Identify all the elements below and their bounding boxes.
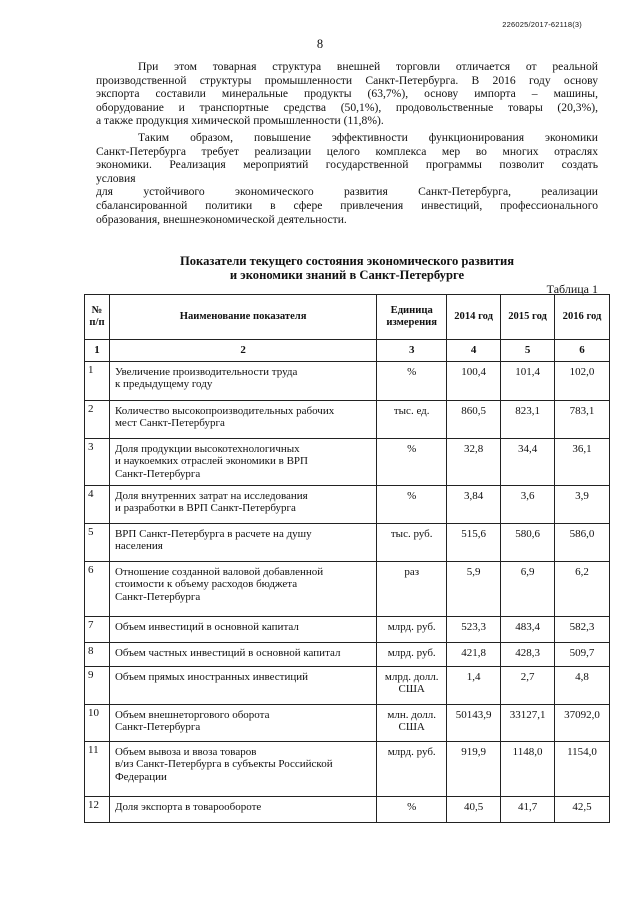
- paragraph-line: для устойчивого экономического развития Санкт-Петербурга, реализации: [96, 185, 598, 199]
- value-2016: 42,5: [555, 797, 610, 823]
- table-row: [85, 362, 610, 401]
- row-number: 3: [85, 439, 110, 486]
- table-row: [85, 617, 610, 643]
- value-2015: 41,7: [501, 797, 555, 823]
- unit-of-measure: млн. долл. США: [377, 705, 447, 742]
- table-row: [85, 742, 610, 797]
- unit-of-measure: млрд. руб.: [377, 617, 447, 643]
- value-2014: 50143,9: [447, 705, 501, 742]
- table-title-line-1: Показатели текущего состояния экономического развития: [179, 254, 515, 268]
- row-number: 10: [85, 705, 110, 742]
- unit-of-measure: %: [377, 797, 447, 823]
- paragraph-line: условия: [96, 171, 136, 185]
- value-2015: 6,9: [501, 562, 555, 617]
- index-cell: 3: [377, 340, 447, 362]
- row-number: 6: [85, 562, 110, 617]
- indicator-name: Объем частных инвестиций в основной капитал: [109, 643, 376, 667]
- paragraph-line: Санкт-Петербурга требует реализации целого комплекса мер во многих отраслях: [96, 144, 598, 158]
- value-2014: 919,9: [447, 742, 501, 797]
- value-2015: 1148,0: [501, 742, 555, 797]
- value-2015: 483,4: [501, 617, 555, 643]
- paragraph-line: производственной структуры промышленности Санкт-Петербурга. В 2016 году основу: [96, 73, 598, 87]
- paragraph-line: а также продукция химической промышленности (11,8%).: [96, 114, 384, 128]
- table-row: [85, 401, 610, 439]
- value-2014: 40,5: [447, 797, 501, 823]
- unit-of-measure: раз: [377, 562, 447, 617]
- value-2014: 1,4: [447, 667, 501, 705]
- table-row: [85, 667, 610, 705]
- table-index-row: [85, 340, 610, 362]
- indicator-name: Доля внутренних затрат на исследования и разработки в ВРП Санкт-Петербурга: [109, 486, 376, 524]
- row-number: 5: [85, 524, 110, 562]
- paragraph-2: [96, 131, 598, 226]
- value-2015: 428,3: [501, 643, 555, 667]
- paragraph-line: образования, внешнеэкономической деятельности.: [96, 212, 347, 226]
- value-2015: 101,4: [501, 362, 555, 401]
- row-number: 1: [85, 362, 110, 401]
- paragraph-line: сбалансированной политики в сфере привлечения инвестиций, профессионального: [96, 198, 598, 212]
- row-number: 11: [85, 742, 110, 797]
- value-2015: 823,1: [501, 401, 555, 439]
- value-2014: 421,8: [447, 643, 501, 667]
- value-2015: 33127,1: [501, 705, 555, 742]
- value-2016: 6,2: [555, 562, 610, 617]
- value-2014: 860,5: [447, 401, 501, 439]
- unit-of-measure: тыс. руб.: [377, 524, 447, 562]
- index-cell: 4: [447, 340, 501, 362]
- indicator-name: Увеличение производительности труда к предыдущему году: [109, 362, 376, 401]
- value-2016: 582,3: [555, 617, 610, 643]
- header-2016: 2016 год: [555, 295, 610, 340]
- header-2015: 2015 год: [501, 295, 555, 340]
- paragraph-1: [96, 60, 598, 128]
- value-2015: 34,4: [501, 439, 555, 486]
- table-row: [85, 643, 610, 667]
- header-unit: Единица измерения: [377, 295, 447, 340]
- paragraph-line: экономики. Реализация мероприятий государственной программы позволит создать: [96, 158, 598, 172]
- index-cell: 5: [501, 340, 555, 362]
- value-2014: 523,3: [447, 617, 501, 643]
- table-row: [85, 439, 610, 486]
- value-2014: 100,4: [447, 362, 501, 401]
- value-2016: 4,8: [555, 667, 610, 705]
- row-number: 12: [85, 797, 110, 823]
- unit-of-measure: %: [377, 439, 447, 486]
- indicator-name: Количество высокопроизводительных рабочих мест Санкт-Петербурга: [109, 401, 376, 439]
- row-number: 7: [85, 617, 110, 643]
- unit-of-measure: млрд. руб.: [377, 742, 447, 797]
- value-2016: 102,0: [555, 362, 610, 401]
- value-2016: 783,1: [555, 401, 610, 439]
- table-row: [85, 797, 610, 823]
- paragraph-line: При этом товарная структура внешней торговли отличается от реальной: [138, 60, 598, 73]
- table-title-line-2: и экономики знаний в Санкт-Петербурге: [229, 268, 465, 282]
- indicator-name: ВРП Санкт-Петербурга в расчете на душу населения: [109, 524, 376, 562]
- unit-of-measure: %: [377, 362, 447, 401]
- value-2016: 3,9: [555, 486, 610, 524]
- index-cell: 1: [85, 340, 110, 362]
- indicator-name: Доля продукции высокотехнологичных и наукоемких отраслей экономики в ВРП Санкт-Петербурга: [109, 439, 376, 486]
- header-2014: 2014 год: [447, 295, 501, 340]
- row-number: 9: [85, 667, 110, 705]
- value-2016: 36,1: [555, 439, 610, 486]
- table-row: [85, 486, 610, 524]
- unit-of-measure: млрд. руб.: [377, 643, 447, 667]
- indicator-name: Объем вывоза и ввоза товаров в/из Санкт-Петербурга в субъекты Российской Федерации: [109, 742, 376, 797]
- table-header-row: [85, 295, 610, 340]
- value-2014: 3,84: [447, 486, 501, 524]
- value-2015: 2,7: [501, 667, 555, 705]
- page-number: 8: [316, 37, 324, 51]
- unit-of-measure: %: [377, 486, 447, 524]
- value-2014: 515,6: [447, 524, 501, 562]
- paragraph-line: Таким образом, повышение эффективности функционирования экономики: [138, 131, 598, 144]
- index-cell: 2: [109, 340, 376, 362]
- row-number: 2: [85, 401, 110, 439]
- value-2016: 586,0: [555, 524, 610, 562]
- value-2014: 5,9: [447, 562, 501, 617]
- header-num: № п/п: [85, 295, 110, 340]
- indicator-name: Объем прямых иностранных инвестиций: [109, 667, 376, 705]
- paragraph-line: оборудование и транспортные средства (50,1%), продовольственные товары (20,3%),: [96, 100, 598, 114]
- value-2016: 1154,0: [555, 742, 610, 797]
- document-id: 226025/2017-62118(3): [502, 20, 582, 29]
- unit-of-measure: тыс. ед.: [377, 401, 447, 439]
- header-name: Наименование показателя: [109, 295, 376, 340]
- table-title: [96, 254, 598, 282]
- value-2016: 509,7: [555, 643, 610, 667]
- value-2016: 37092,0: [555, 705, 610, 742]
- index-cell: 6: [555, 340, 610, 362]
- value-2015: 580,6: [501, 524, 555, 562]
- indicator-name: Отношение созданной валовой добавленной стоимости к объему расходов бюджета Санкт-Петербурга: [109, 562, 376, 617]
- value-2014: 32,8: [447, 439, 501, 486]
- indicator-name: Объем внешнеторгового оборота Санкт-Петербурга: [109, 705, 376, 742]
- table-row: [85, 562, 610, 617]
- indicator-name: Доля экспорта в товарообороте: [109, 797, 376, 823]
- table-label: Таблица 1: [546, 282, 598, 296]
- row-number: 4: [85, 486, 110, 524]
- table-row: [85, 524, 610, 562]
- indicator-name: Объем инвестиций в основной капитал: [109, 617, 376, 643]
- row-number: 8: [85, 643, 110, 667]
- indicators-table: [84, 294, 610, 823]
- value-2015: 3,6: [501, 486, 555, 524]
- unit-of-measure: млрд. долл. США: [377, 667, 447, 705]
- paragraph-line: экспорта составили минеральные продукты (63,7%), основу импорта – машины,: [96, 87, 598, 101]
- table-row: [85, 705, 610, 742]
